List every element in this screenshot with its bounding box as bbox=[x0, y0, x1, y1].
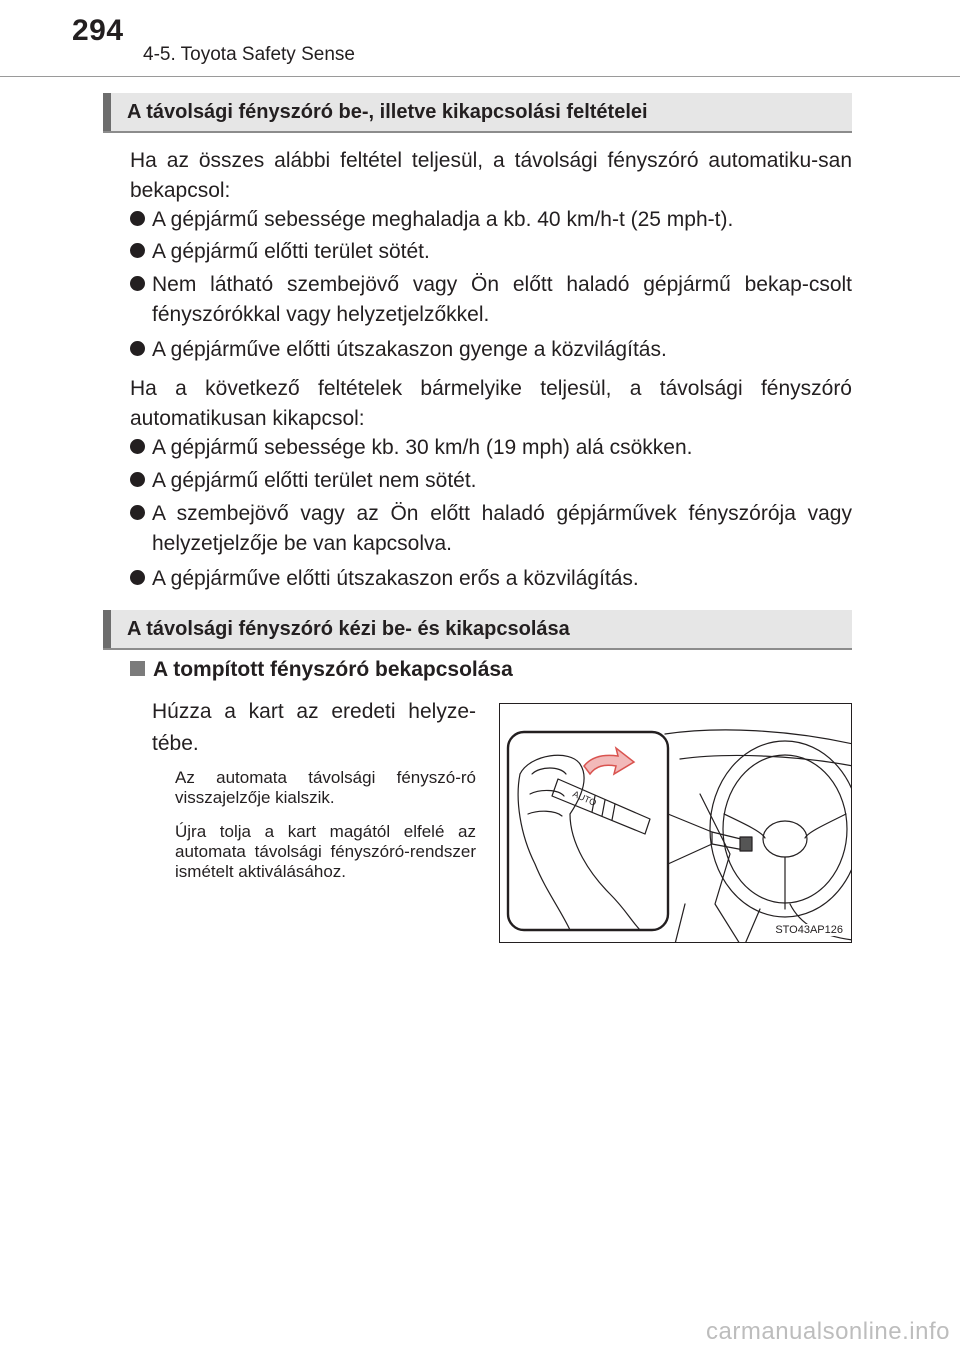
figure-code: STO43AP126 bbox=[775, 924, 843, 936]
note-text: Az automata távolsági fényszó-ró visszajelzője kialszik. bbox=[175, 768, 476, 807]
bullet-dot-icon bbox=[130, 570, 145, 585]
note-text: Újra tolja a kart magától elfelé az automata távolsági fényszóró-rendszer ismételt aktiválásához. bbox=[175, 822, 476, 881]
lever-illustration-drawing bbox=[500, 704, 852, 943]
lever-illustration bbox=[499, 703, 852, 943]
section-title-1: A távolsági fényszóró be-, illetve kikapcsolási feltételei bbox=[127, 101, 648, 123]
header-rule bbox=[0, 76, 960, 77]
bullet-dot-icon bbox=[130, 439, 145, 454]
section-title-2: A távolsági fényszóró kézi be- és kikapcsolása bbox=[127, 618, 570, 640]
bullet-dot-icon bbox=[130, 341, 145, 356]
off-condition-item bbox=[130, 564, 852, 594]
section-title-bar-1 bbox=[103, 93, 852, 133]
bullet-dot-icon bbox=[130, 276, 145, 291]
subheading-text: A tompított fényszóró bekapcsolása bbox=[153, 658, 513, 681]
off-condition-item bbox=[130, 466, 852, 496]
on-condition-item bbox=[130, 270, 852, 330]
off-condition-text: A gépjármű sebessége kb. 30 km/h (19 mph) alá csökken. bbox=[152, 436, 693, 459]
page-number: 294 bbox=[72, 14, 124, 47]
off-condition-text: A szembejövő vagy az Ön előtt haladó gépjárművek fényszórója vagy helyzetjelzője be van kapcsolva. bbox=[152, 502, 852, 555]
watermark: carmanualsonline.info bbox=[706, 1318, 950, 1345]
on-condition-item bbox=[130, 237, 852, 267]
on-condition-text: A gépjárműve előtti útszakaszon gyenge a közvilágítás. bbox=[152, 338, 667, 361]
intro-on-paragraph: Ha az összes alábbi feltétel teljesül, a távolsági fényszóró automatiku-san bekapcsol: bbox=[130, 149, 852, 202]
intro-off-paragraph: Ha a következő feltételek bármelyike teljesül, a távolsági fényszóró automatikusan kikapcsol: bbox=[130, 377, 852, 430]
bullet-dot-icon bbox=[130, 472, 145, 487]
off-condition-item bbox=[130, 499, 852, 559]
off-condition-item bbox=[130, 433, 852, 463]
square-bullet-icon bbox=[130, 661, 145, 676]
on-condition-item bbox=[130, 335, 852, 365]
off-condition-text: A gépjárműve előtti útszakaszon erős a közvilágítás. bbox=[152, 567, 639, 590]
svg-text:AUTO: AUTO bbox=[571, 788, 598, 808]
section-accent bbox=[103, 610, 111, 648]
subheading bbox=[130, 658, 513, 682]
bullet-dot-icon bbox=[130, 211, 145, 226]
off-condition-text: A gépjármű előtti terület nem sötét. bbox=[152, 469, 477, 492]
instruction-text: Húzza a kart az eredeti helyze-tébe. bbox=[152, 700, 476, 755]
on-condition-text: Nem látható szembejövő vagy Ön előtt haladó gépjármű bekap-csolt fényszórókkal vagy helyzetjelzőkkel. bbox=[152, 273, 852, 326]
on-condition-text: A gépjármű sebessége meghaladja a kb. 40 km/h-t (25 mph-t). bbox=[152, 208, 734, 231]
bullet-dot-icon bbox=[130, 505, 145, 520]
section-title-bar-2 bbox=[103, 610, 852, 650]
bullet-dot-icon bbox=[130, 243, 145, 258]
on-condition-text: A gépjármű előtti terület sötét. bbox=[152, 240, 430, 263]
section-accent bbox=[103, 93, 111, 131]
running-head: 4-5. Toyota Safety Sense bbox=[143, 44, 355, 65]
on-condition-item bbox=[130, 205, 852, 235]
